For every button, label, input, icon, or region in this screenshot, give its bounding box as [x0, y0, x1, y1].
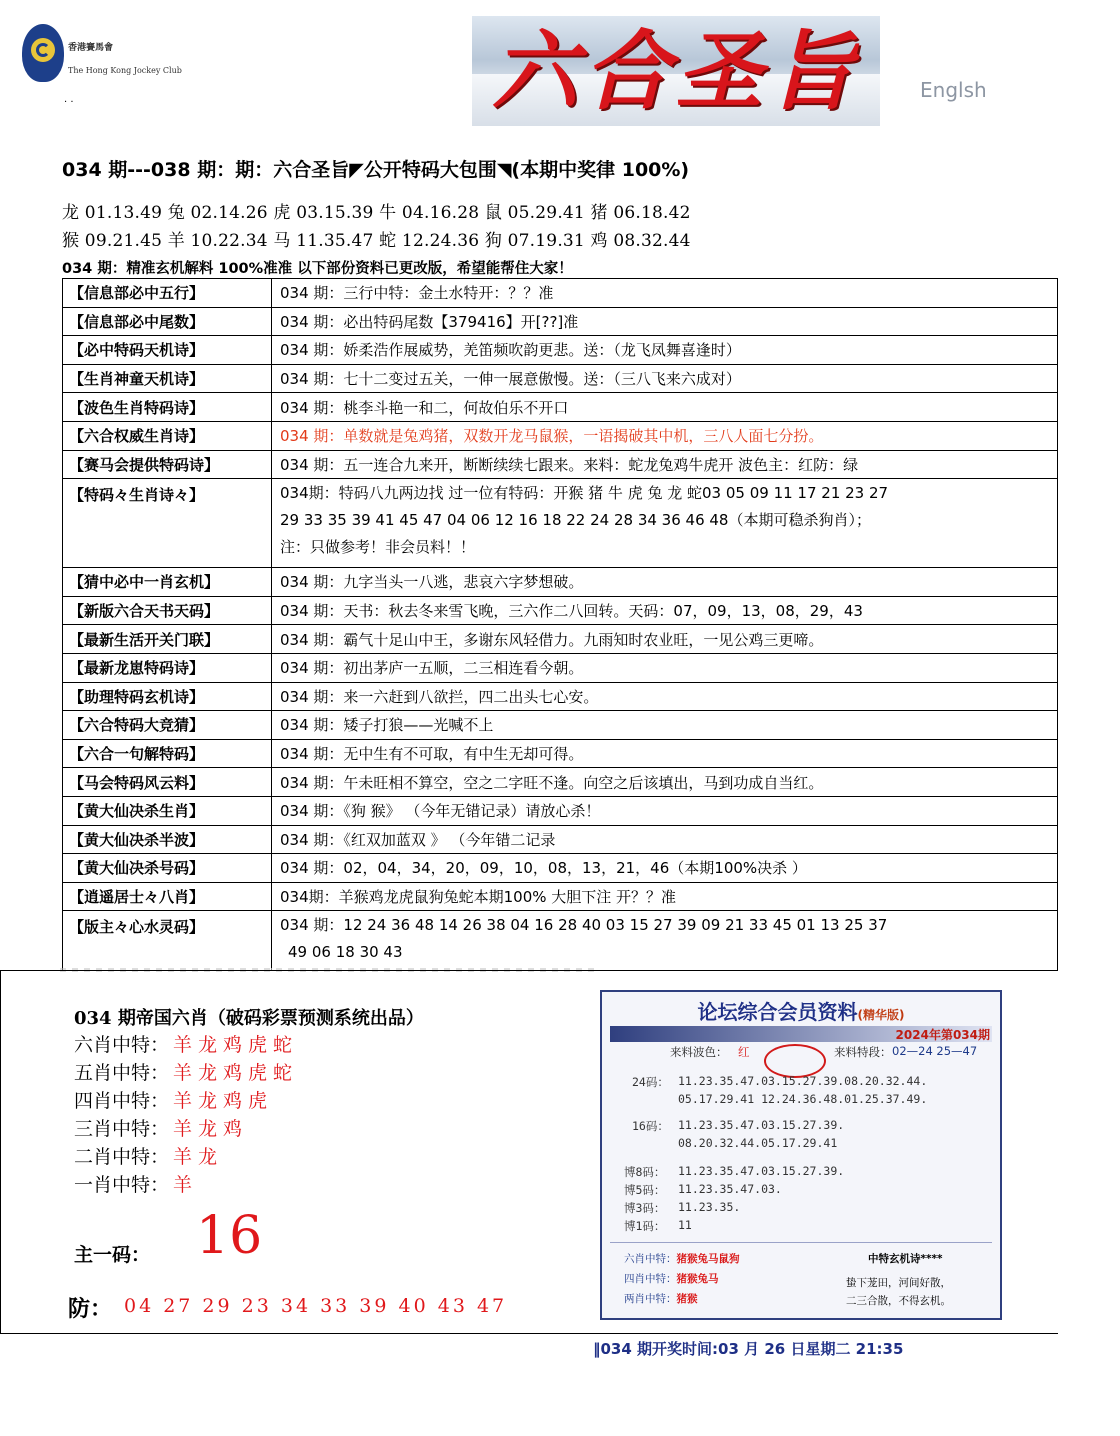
- main-number: 16: [196, 1206, 263, 1266]
- b1-label: 博1码：: [624, 1219, 666, 1233]
- table-row: [63, 796, 1058, 825]
- table-row: [63, 596, 1058, 625]
- zodiac-pick-line: [74, 1058, 298, 1085]
- panel-issue: 2024年第034期: [895, 1028, 990, 1042]
- foot-pick-1: 六肖中特：猪猴兔马鼠狗: [624, 1253, 740, 1265]
- panel-footer: [610, 1242, 992, 1315]
- row-label: 【黄大仙决杀半波】: [63, 825, 272, 854]
- row-label: 【新版六合天书天码】: [63, 596, 272, 625]
- table-row: [63, 364, 1058, 393]
- code16-label: 16码：: [632, 1119, 669, 1133]
- row-text-multiline: [272, 911, 1058, 971]
- row-text: 034 期：七十二变过五关，一伸一展意傲慢。送：（三八飞来六成对）: [272, 364, 1058, 393]
- row-text: 034 期：《狗 猴》 （今年无错记录）请放心杀！: [272, 796, 1058, 825]
- row-label: 【黄大仙决杀生肖】: [63, 796, 272, 825]
- pick-value: 羊龙鸡虎蛇: [173, 1062, 299, 1084]
- b8-label: 博8码：: [624, 1165, 666, 1179]
- highlight-circle: [764, 1044, 826, 1078]
- table-row: [63, 568, 1058, 597]
- pick-value: 羊: [173, 1174, 199, 1196]
- table-row: [63, 882, 1058, 911]
- member-info-panel: [600, 990, 1002, 1320]
- page-headline: 034 期---038 期：期：六合圣旨◤公开特码大包围◥(本期中奖律 100%): [62, 159, 690, 181]
- row-label: 【六合特码大竞猜】: [63, 711, 272, 740]
- row-label: 【猜中必中一肖玄机】: [63, 568, 272, 597]
- table-row: [63, 393, 1058, 422]
- row-text: 034 期：必出特码尾数【379416】开[??]准: [272, 307, 1058, 336]
- row-label: 【最新龙崽特码诗】: [63, 653, 272, 682]
- row-text: 034 期：霸气十足山中王，多谢东风轻借力。九雨知时农业旺，一见公鸡三更啼。: [272, 625, 1058, 654]
- jockey-club-logo: [22, 24, 202, 86]
- b3-label: 博3码：: [624, 1201, 666, 1215]
- row-label: 【版主々心水灵码】: [63, 911, 272, 971]
- code16-line-a: 11.23.35.47.03.15.27.39.: [678, 1118, 845, 1132]
- panel-title: 论坛综合会员资料(精华版): [697, 1000, 905, 1024]
- row-label: 【黄大仙决杀号码】: [63, 854, 272, 883]
- poem-title: 中特玄机诗****: [868, 1253, 943, 1265]
- pick-label: 四肖中特：: [74, 1090, 170, 1112]
- pick-value: 羊龙: [173, 1146, 224, 1168]
- row-text: 034 期：来一六赶到八欲拦，四二出头七心安。: [272, 682, 1058, 711]
- row-label: 【助理特码玄机诗】: [63, 682, 272, 711]
- table-row: [63, 825, 1058, 854]
- update-note: 034 期：精准玄机解料 100%准准 以下部份资料已更改版，希望能帮住大家！: [62, 261, 573, 277]
- draw-time: ‖034 期开奖时间:03 月 26 日星期二 21:35: [593, 1340, 904, 1358]
- logo-cn-text: 香港賽馬會: [68, 43, 114, 53]
- row-text: 034 期：无中生有不可取，有中生无却可得。: [272, 739, 1058, 768]
- row-label: 【六合权威生肖诗】: [63, 421, 272, 450]
- row-label: 【最新生活开关门联】: [63, 625, 272, 654]
- row-text-line: 29 33 35 39 41 45 47 04 06 12 16 18 22 24 28 34 36 46 48（本期可稳杀狗肖）；: [280, 511, 871, 530]
- row-text-line: 034期：特码八九两边找 过一位有特码：开猴 猪 牛 虎 兔 龙 蛇03 05 09 11 17 21 23 27: [280, 484, 889, 503]
- table-row: [63, 307, 1058, 336]
- row-label: 【必中特码天机诗】: [63, 336, 272, 365]
- code24-line-a: 11.23.35.47.03.15.27.39.08.20.32.44.: [678, 1074, 928, 1088]
- backup-label: 防：: [68, 1296, 113, 1322]
- row-text-line: 034 期：12 24 36 48 14 26 38 04 16 28 40 03 15 27 39 09 21 33 45 01 13 25 37: [280, 916, 888, 935]
- pick-label: 二肖中特：: [74, 1146, 170, 1168]
- row-text: 034 期：矮子打狼——光喊不上: [272, 711, 1058, 740]
- logo-en-text: The Hong Kong Jockey Club: [68, 66, 182, 75]
- wave-label: 来料波色：: [670, 1045, 728, 1059]
- row-label: 【生肖神童天机诗】: [63, 364, 272, 393]
- table-row: [63, 450, 1058, 479]
- zodiac-pick-line: [74, 1142, 223, 1169]
- b3-value: 11.23.35.: [678, 1200, 741, 1214]
- pick-label: 一肖中特：: [74, 1174, 170, 1196]
- row-text-multiline: [272, 479, 1058, 568]
- backup-numbers: 04 27 29 23 34 33 39 40 43 47: [124, 1295, 508, 1317]
- table-row: [63, 336, 1058, 365]
- zodiac-pick-line: [74, 1086, 273, 1113]
- row-text-line: 注：只做参考！非会员料！！: [280, 538, 476, 557]
- table-row: [63, 279, 1058, 308]
- row-label: 【信息部必中尾数】: [63, 307, 272, 336]
- pick-value: 羊龙鸡: [173, 1118, 249, 1140]
- row-text: 034 期：九字当头一八逃，悲哀六字梦想破。: [272, 568, 1058, 597]
- b5-value: 11.23.35.47.03.: [678, 1182, 782, 1196]
- row-label: 【逍遥居士々八肖】: [63, 882, 272, 911]
- table-row: [63, 711, 1058, 740]
- zodiac-pick-line: [74, 1030, 298, 1057]
- table-row: [63, 653, 1058, 682]
- row-text: 034 期：单数就是兔鸡猪，双数开龙马鼠猴，一语揭破其中机，三八人面七分扮。: [272, 421, 1058, 450]
- row-text-line: 49 06 18 30 43: [288, 943, 403, 962]
- row-label: 【波色生肖特码诗】: [63, 393, 272, 422]
- table-row: [63, 479, 1058, 568]
- table-row: [63, 854, 1058, 883]
- prediction-table: [62, 278, 1058, 971]
- row-text: 034 期：初出茅庐一五顺，二三相连看今朝。: [272, 653, 1058, 682]
- row-label: 【马会特码风云料】: [63, 768, 272, 797]
- zodiac-pick-line: [74, 1170, 198, 1197]
- special-label: 来料特段：: [834, 1045, 892, 1059]
- row-text: 034 期：天书：秋去冬来雪飞晚，三六作二八回转。天码：07，09，13，08，29，43: [272, 596, 1058, 625]
- row-label: 【赛马会提供特码诗】: [63, 450, 272, 479]
- pick-value: 羊龙鸡虎蛇: [173, 1034, 299, 1056]
- b1-value: 11: [678, 1218, 692, 1232]
- banner-image: [472, 16, 880, 126]
- pick-label: 五肖中特：: [74, 1062, 170, 1084]
- b8-value: 11.23.35.47.03.15.27.39.: [678, 1164, 845, 1178]
- table-row: [63, 739, 1058, 768]
- table-row: [63, 768, 1058, 797]
- poem-line-2: 二三合散，不得玄机。: [846, 1295, 951, 1307]
- table-row: [63, 911, 1058, 971]
- panel-title-tag: (精华版): [857, 1008, 905, 1022]
- special-value: 02—24 25—47: [892, 1044, 978, 1058]
- code24-label: 24码：: [632, 1075, 669, 1089]
- dots-text: . .: [64, 94, 74, 105]
- row-text: 034 期：娇柔浩作展威势，羌笛频吹韵更悲。送：（龙飞凤舞喜逢时）: [272, 336, 1058, 365]
- row-text: 034 期：02，04，34，20，09，10，08，13，21，46（本期100%决杀 ）: [272, 854, 1058, 883]
- row-label: 【信息部必中五行】: [63, 279, 272, 308]
- main-number-label: 主一码：: [74, 1244, 151, 1266]
- six-zodiac-title: 034 期帝国六肖（破码彩票预测系统出品）: [74, 1008, 424, 1029]
- pick-value: 羊龙鸡虎: [173, 1090, 274, 1112]
- table-row: [63, 625, 1058, 654]
- row-text: 034 期：五一连合九来开，断断续续七跟来。来料：蛇龙兔鸡牛虎开 波色主：红防：绿: [272, 450, 1058, 479]
- row-text: 034 期：三行中特：金土水特开：？？准: [272, 279, 1058, 308]
- pick-label: 三肖中特：: [74, 1118, 170, 1140]
- table-row: [63, 682, 1058, 711]
- table-row: [63, 421, 1058, 450]
- english-link[interactable]: Englsh: [920, 78, 987, 102]
- row-text: 034 期：午未旺相不算空，空之二字旺不逢。向空之后该填出，马到功成自当红。: [272, 768, 1058, 797]
- code16-line-b: 08.20.32.44.05.17.29.41: [678, 1136, 838, 1150]
- foot-pick-2: 四肖中特：猪猴兔马: [624, 1273, 719, 1285]
- poem-line-1: 蛰下茏田，河间好散，: [846, 1277, 951, 1289]
- pick-label: 六肖中特：: [74, 1034, 170, 1056]
- row-text: 034 期：桃李斗艳一和二，何故伯乐不开口: [272, 393, 1058, 422]
- zodiac-pick-line: [74, 1114, 248, 1141]
- row-text: 034期：羊猴鸡龙虎鼠狗兔蛇本期100% 大胆下注 开？？准: [272, 882, 1058, 911]
- wave-value: 红: [738, 1045, 750, 1059]
- zodiac-numbers-line-1: 龙 01.13.49 兔 02.14.26 虎 03.15.39 牛 04.16.28 鼠 05.29.41 猪 06.18.42: [62, 203, 691, 223]
- code24-line-b: 05.17.29.41 12.24.36.48.01.25.37.49.: [678, 1092, 928, 1106]
- b5-label: 博5码：: [624, 1183, 666, 1197]
- logo-badge-icon: [22, 24, 64, 82]
- banner-title: 六合圣旨: [492, 21, 860, 122]
- row-text: 034 期：《红双加蓝双 》 （今年错二记录: [272, 825, 1058, 854]
- foot-pick-3: 两肖中特：猪猴: [624, 1293, 698, 1305]
- row-label: 【特码々生肖诗々】: [63, 479, 272, 568]
- zodiac-numbers-line-2: 猴 09.21.45 羊 10.22.34 马 11.35.47 蛇 12.24.36 狗 07.19.31 鸡 08.32.44: [62, 231, 691, 251]
- row-label: 【六合一句解特码】: [63, 739, 272, 768]
